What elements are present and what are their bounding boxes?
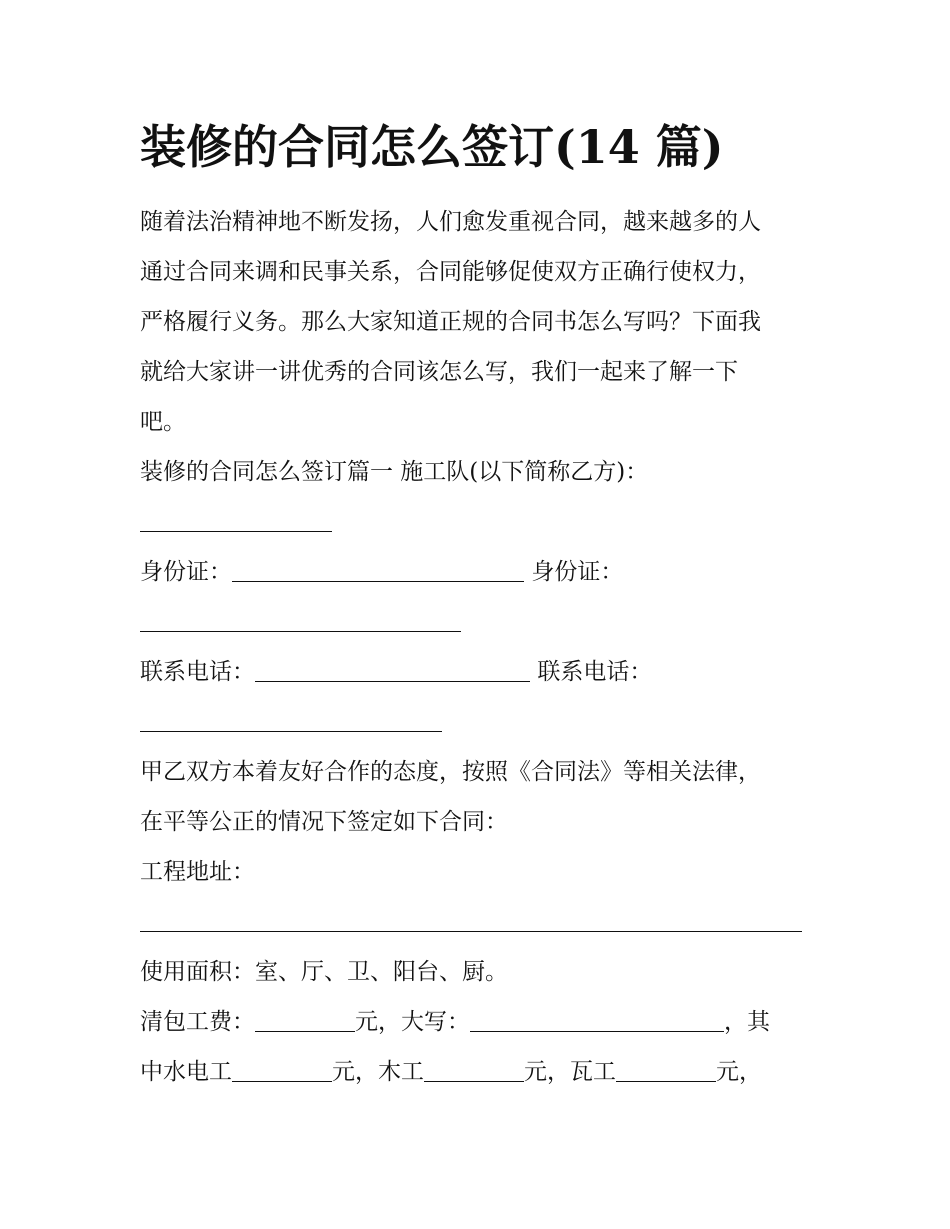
fee-breakdown-line (140, 1047, 810, 1097)
contractor-name-blank[interactable] (140, 508, 332, 532)
id-line-continued (140, 597, 810, 647)
id-blank-a[interactable] (232, 558, 524, 582)
carpenter-fee-blank[interactable] (424, 1058, 524, 1082)
electrician-fee-blank[interactable] (232, 1058, 332, 1082)
fee-line2-start: 中水电工 (140, 1059, 232, 1085)
unit-yuan-2: 元，瓦工 (524, 1059, 616, 1085)
fee-unit: 元，大写： (355, 1009, 470, 1035)
address-label: 工程地址： (140, 859, 255, 885)
document-body (140, 197, 810, 1097)
phone-label-a: 联系电话： (140, 659, 255, 685)
phone-line (140, 647, 810, 697)
fee-uppercase-blank[interactable] (470, 1008, 724, 1032)
id-label-a: 身份证： (140, 559, 232, 585)
section-heading: 装修的合同怎么签订篇一 施工队(以下简称乙方)： (140, 459, 649, 485)
fee-tail: ，其 (724, 1009, 770, 1035)
id-blank-b[interactable] (140, 608, 461, 632)
unit-yuan-1: 元，木工 (332, 1059, 424, 1085)
intro-line: 通过合同来调和民事关系，合同能够促使双方正确行使权力， (140, 259, 761, 285)
fee-label: 清包工费： (140, 1009, 255, 1035)
address-blank[interactable] (140, 908, 802, 932)
fee-line (140, 997, 810, 1047)
intro-line: 随着法治精神地不断发扬，人们愈发重视合同，越来越多的人 (140, 209, 761, 235)
agreement-line: 甲乙双方本着友好合作的态度，按照《合同法》等相关法律， (140, 759, 761, 785)
tiler-fee-blank[interactable] (616, 1058, 716, 1082)
phone-blank-a[interactable] (255, 658, 530, 682)
intro-line: 严格履行义务。那么大家知道正规的合同书怎么写吗？下面我 (140, 309, 761, 335)
id-line (140, 547, 810, 597)
intro-paragraph (140, 197, 810, 447)
agreement-line: 在平等公正的情况下签定如下合同： (140, 809, 508, 835)
unit-yuan-3: 元， (716, 1059, 762, 1085)
area-line: 使用面积：室、厅、卫、阳台、厨。 (140, 959, 508, 985)
id-label-b: 身份证： (531, 559, 624, 585)
document-title: 装修的合同怎么签订(14 篇) (140, 120, 724, 174)
intro-line: 吧。 (140, 409, 186, 435)
intro-line: 就给大家讲一讲优秀的合同该怎么写，我们一起来了解一下 (140, 359, 738, 385)
agreement-paragraph (140, 747, 810, 847)
phone-blank-b[interactable] (140, 708, 442, 732)
address-line (140, 897, 810, 947)
fee-amount-blank[interactable] (255, 1008, 355, 1032)
phone-label-b: 联系电话： (537, 659, 653, 685)
contractor-name-line (140, 497, 810, 547)
phone-line-continued (140, 697, 810, 747)
